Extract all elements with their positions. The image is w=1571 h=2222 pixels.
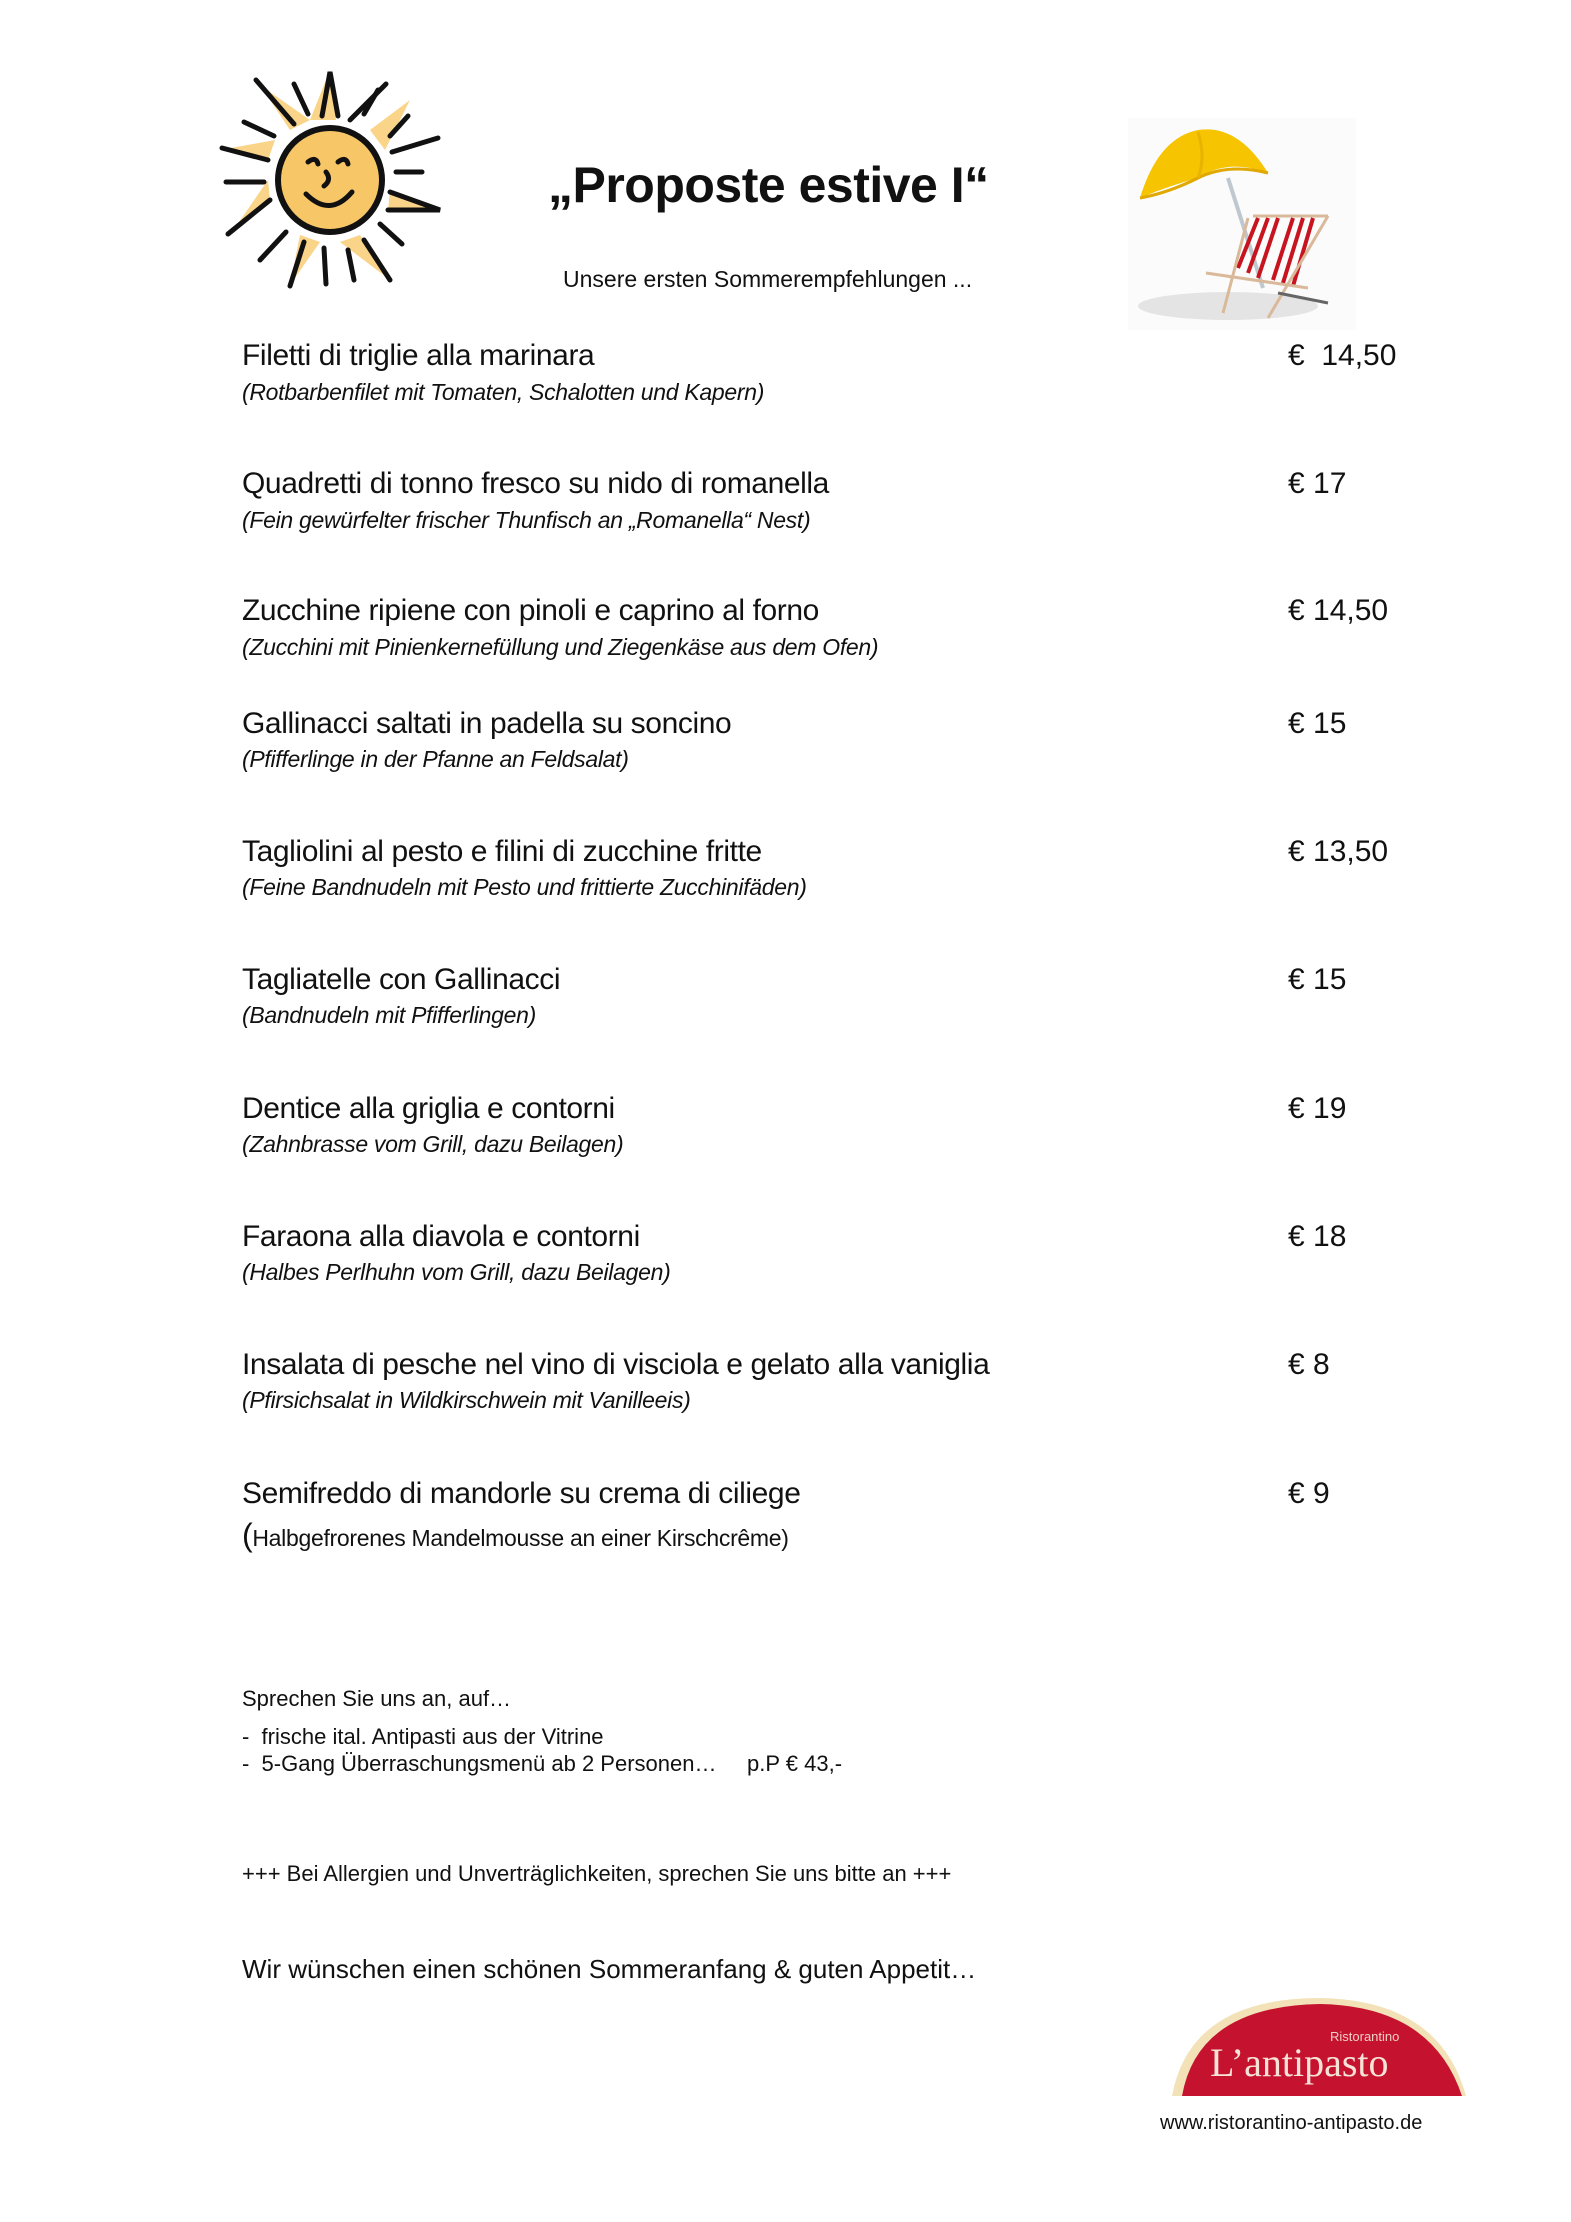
allergy-note: +++ Bei Allergien und Unverträglichkeiten, sprechen Sie uns bitte an +++ (242, 1861, 952, 1886)
dish-name: Filetti di triglie alla marinara (242, 339, 595, 372)
dish-description: (Feine Bandnudeln mit Pesto und frittierte Zucchinifäden) (242, 874, 807, 900)
dish-price: € 9 (1288, 1477, 1330, 1510)
sun-icon (212, 66, 444, 298)
restaurant-logo (1170, 1996, 1466, 2098)
page-subtitle: Unsere ersten Sommerempfehlungen ... (563, 266, 973, 292)
menu-item (242, 467, 1442, 533)
menu-item (242, 339, 1442, 405)
menu-item (242, 1220, 1442, 1285)
dish-name: Quadretti di tonno fresco su nido di romanella (242, 467, 829, 500)
menu-item (242, 1348, 1442, 1413)
dish-price: € 19 (1288, 1092, 1347, 1125)
menu-item (242, 835, 1442, 900)
dish-name: Dentice alla griglia e contorni (242, 1092, 615, 1125)
logo-small-text: Ristorantino (1330, 2029, 1400, 2044)
dish-description: (Zahnbrasse vom Grill, dazu Beilagen) (242, 1131, 624, 1157)
menu-item (242, 594, 1442, 660)
dish-price: € 17 (1288, 467, 1347, 500)
dish-price: € 15 (1288, 707, 1347, 740)
dish-name: Zucchine ripiene con pinoli e caprino al forno (242, 594, 819, 627)
dish-name: Semifreddo di mandorle su crema di ciliege (242, 1477, 801, 1510)
dish-price: € 8 (1288, 1348, 1330, 1381)
open-parenthesis: ( (242, 1517, 253, 1553)
dish-description: (Pfifferlinge in der Pfanne an Feldsalat) (242, 746, 629, 772)
dish-description: (Fein gewürfelter frischer Thunfisch an „Romanella“ Nest) (242, 507, 811, 533)
dish-description: (Zucchini mit Pinienkernefüllung und Ziegenkäse aus dem Ofen) (242, 634, 879, 660)
website-link[interactable]: www.ristorantino-antipasto.de (1160, 2112, 1423, 2134)
dish-description: (Rotbarbenfilet mit Tomaten, Schalotten und Kapern) (242, 379, 765, 405)
dish-name: Tagliatelle con Gallinacci (242, 963, 561, 996)
dish-description: (Bandnudeln mit Pfifferlingen) (242, 1002, 536, 1028)
dish-price: € 14,50 (1288, 339, 1397, 372)
page-title: „Proposte estive I“ (548, 157, 989, 213)
dish-name: Faraona alla diavola e contorni (242, 1220, 640, 1253)
offer-item: - 5-Gang Überraschungsmenü ab 2 Personen… p.P € 43,- (242, 1751, 843, 1776)
dish-name: Insalata di pesche nel vino di visciola e gelato alla vaniglia (242, 1348, 990, 1381)
dish-price: € 14,50 (1288, 594, 1389, 627)
offer-item: - frische ital. Antipasti aus der Vitrine (242, 1724, 604, 1749)
dish-description-text: Halbgefrorenes Mandelmousse an einer Kirschcrême) (252, 1525, 789, 1551)
dish-price: € 13,50 (1288, 835, 1389, 868)
closing-message: Wir wünschen einen schönen Sommeranfang & guten Appetit… (242, 1954, 977, 1984)
dish-price: € 15 (1288, 963, 1347, 996)
menu-item (242, 1092, 1442, 1157)
logo-name: L’antipasto (1210, 2040, 1389, 2085)
dish-price: € 18 (1288, 1220, 1347, 1253)
menu-item (242, 707, 1442, 772)
dish-description: (Halbes Perlhuhn vom Grill, dazu Beilagen) (242, 1259, 671, 1285)
beach-umbrella-icon (1128, 118, 1356, 330)
dish-name: Tagliolini al pesto e filini di zucchine fritte (242, 835, 762, 868)
dish-description (242, 1519, 789, 1551)
menu-item (242, 1477, 1442, 1553)
menu-item (242, 963, 1442, 1028)
dish-description: (Pfirsichsalat in Wildkirschwein mit Vanilleeis) (242, 1387, 691, 1413)
dish-name: Gallinacci saltati in padella su soncino (242, 707, 732, 740)
footer-intro: Sprechen Sie uns an, auf… (242, 1686, 512, 1711)
